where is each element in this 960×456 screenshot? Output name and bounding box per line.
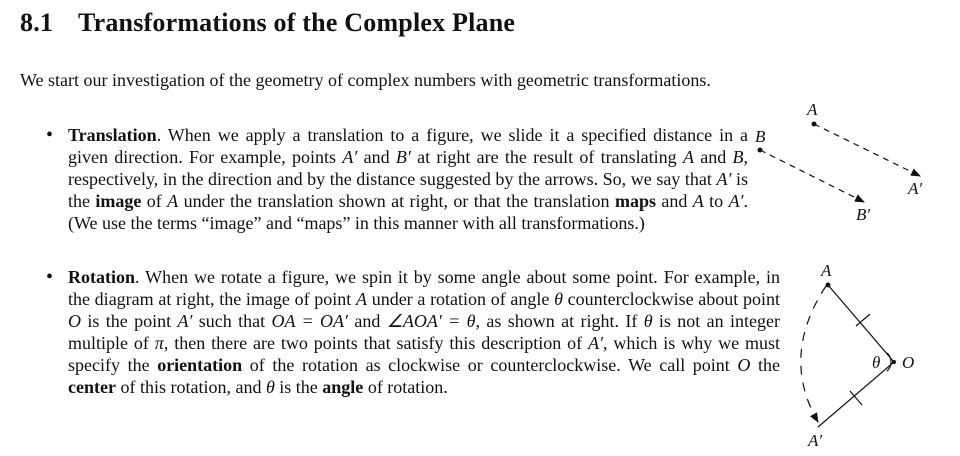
label-a-prime-rotation: A′ xyxy=(808,431,823,450)
angle-arc xyxy=(887,353,891,371)
label-theta: θ xyxy=(872,353,881,372)
segment-oa xyxy=(828,285,894,362)
angle-term: angle xyxy=(322,377,364,397)
orientation-term: orientation xyxy=(157,355,243,375)
segment-oa-prime xyxy=(818,362,894,427)
section-title-text: Transformations of the Complex Plane xyxy=(78,8,516,37)
maps-term: maps xyxy=(614,191,656,211)
intro-paragraph: We start our investigation of the geometry of complex numbers with geometric transformations. xyxy=(20,70,711,90)
section-number: 8.1 xyxy=(20,8,54,37)
point-o xyxy=(892,360,896,364)
label-a: A xyxy=(807,100,818,119)
label-o: O xyxy=(902,353,915,372)
equation-angle: ∠AOA′ = θ xyxy=(386,311,476,331)
translation-term: Translation xyxy=(68,125,157,145)
image-term: image xyxy=(95,191,142,211)
translation-arrow-b xyxy=(760,150,864,202)
rotation-arc xyxy=(801,286,826,422)
rotation-term: Rotation xyxy=(68,267,135,287)
label-b: B xyxy=(755,127,766,146)
translation-arrow-a xyxy=(814,124,920,176)
point-a-rotation xyxy=(826,283,831,288)
label-a-prime: A′ xyxy=(908,179,923,198)
translation-bullet: • Translation. When we apply a translation to a figure, we slide it a specified distance in a given direction. For example, points A′ and B′ at right are the result of translating A and B, respectively, in the direction and by the distance suggested by the arrows. So, we say that A′ is the image of A under the translation shown at right, or that the translation maps and A to A′. (We use the terms “image” and “maps” in this manner with all transformations.) xyxy=(68,124,748,234)
rotation-bullet: • Rotation. When we rotate a figure, we spin it by some angle about some point. For example, in the diagram at right, the image of point A under a rotation of angle θ counterclockwise about point O is the point A′ such that OA = OA′ and ∠AOA′ = θ, as shown at right. If θ is not an integer multiple of π, then there are two points that satisfy this description of A′, which is why we must specify the orientation of the rotation as clockwise or counterclockwise. We call point O the center of this rotation, and θ is the angle of rotation. xyxy=(68,266,780,398)
label-b-prime: B′ xyxy=(856,205,871,224)
center-term: center xyxy=(68,377,116,397)
equation-oa: OA = OA′ xyxy=(271,311,348,331)
label-a-rotation: A xyxy=(821,261,832,280)
rotation-diagram xyxy=(801,261,914,450)
